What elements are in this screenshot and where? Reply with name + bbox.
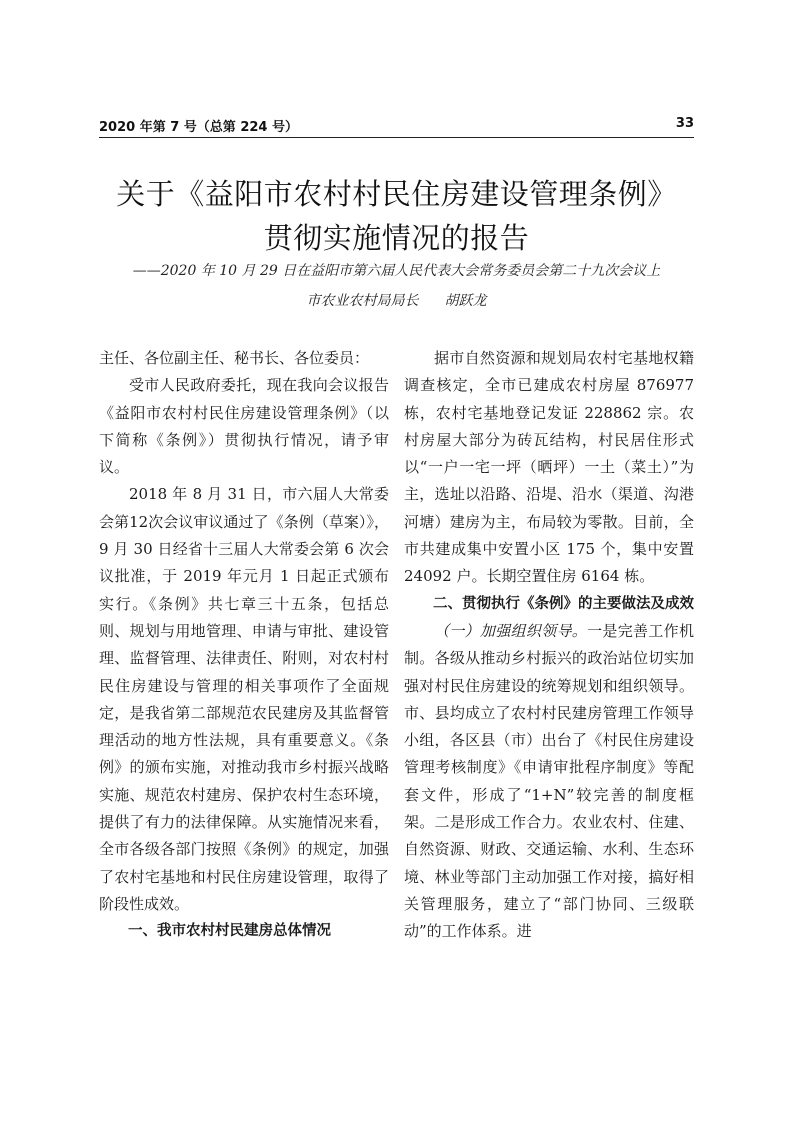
paragraph: 2018 年 8 月 31 日，市六届人大常委会第12次会议审议通过了《条例（草案）》，9 月 30 日经省十三届人大常委会第 6 次会议批准，于 2019 年元月 1 日起正式颁布实行。《条例》共七章三十五条，包括总则、规划与用地管理、申请与审批、建设管理、监督管理、法律责任、附则，对农村村民住房建设与管理的相关事项作了全面规定，是我省第二部规范农民建房及其监督管理活动的地方性法规，具有重要意义。《条例》的颁布实施，对推动我市乡村振兴战略实施、规范农村建房、保护农村生态环境，提供了有力的法律保障。从实施情况来看，全市各级各部门按照《条例》的规定，加强了农村宅基地和村民住房建设管理，取得了阶段性成效。 xyxy=(99,485,389,913)
author-position: 市农业农村局局长 xyxy=(306,293,419,309)
title-line-2: 贯彻实施情况的报告 xyxy=(263,221,530,255)
author-line xyxy=(60,291,733,311)
section-heading: 一、我市农村村民建房总体情况 xyxy=(128,923,331,940)
paragraph: 受市人民政府委托，现在我向会议报告《益阳市农村村民住房建设管理条例》（以下简称《条例》）贯彻执行情况，请予审议。 xyxy=(99,376,389,477)
right-column xyxy=(404,345,694,946)
salutation: 主任、各位副主任、秘书长、各位委员： xyxy=(99,349,370,367)
paragraph xyxy=(404,618,694,946)
subtitle: ——2020 年 10 月 29 日在益阳市第六届人民代表大会常务委员会第二十九次会议上 xyxy=(132,263,661,279)
left-column xyxy=(99,345,389,946)
section-heading: 二、贯彻执行《条例》的主要做法及成效 xyxy=(433,595,694,612)
author-name: 胡跃龙 xyxy=(444,293,487,309)
paragraph: 据市自然资源和规划局农村宅基地权籍调查核定，全市已建成农村房屋 876977 栋，农村宅基地登记发证 228862 宗。农村房屋大部分为砖瓦结构，村民居住形式以“一户一宅一坪（晒坪）一土（菜土）”为主，选址以沿路、沿堤、沿水（渠道、沟港河塘）建房为主，布局较为零散。目前，全市共建成集中安置小区 175 个，集中安置 24092 户。长期空置住房 6164 栋。 xyxy=(404,349,694,586)
document-title xyxy=(80,172,713,260)
header-rule xyxy=(99,137,694,138)
subsection-heading: （一）加强组织领导。 xyxy=(434,621,588,640)
page-number: 33 xyxy=(675,116,694,131)
title-line-1: 关于《益阳市农村村民住房建设管理条例》 xyxy=(116,177,677,211)
paragraph-text: 一是完善工作机制。各级从推动乡村振兴的政治站位切实加强对村民住房建设的统筹规划和组织领导。市、县均成立了农村村民建房管理工作领导小组，各区县（市）出台了《村民住房建设管理考核制度》《申请审批程序制度》等配套文件，形成了“1+N”较完善的制度框架。二是形成工作合力。农业农村、住建、自然资源、财政、交通运输、水利、生态环境、林业等部门主动加强工作对接，搞好相关管理服务，建立了“部门协同、三级联动”的工作体系。进 xyxy=(404,621,694,941)
running-header xyxy=(99,114,694,136)
issue-label: 2020 年第 7 号（总第 224 号） xyxy=(99,120,298,135)
